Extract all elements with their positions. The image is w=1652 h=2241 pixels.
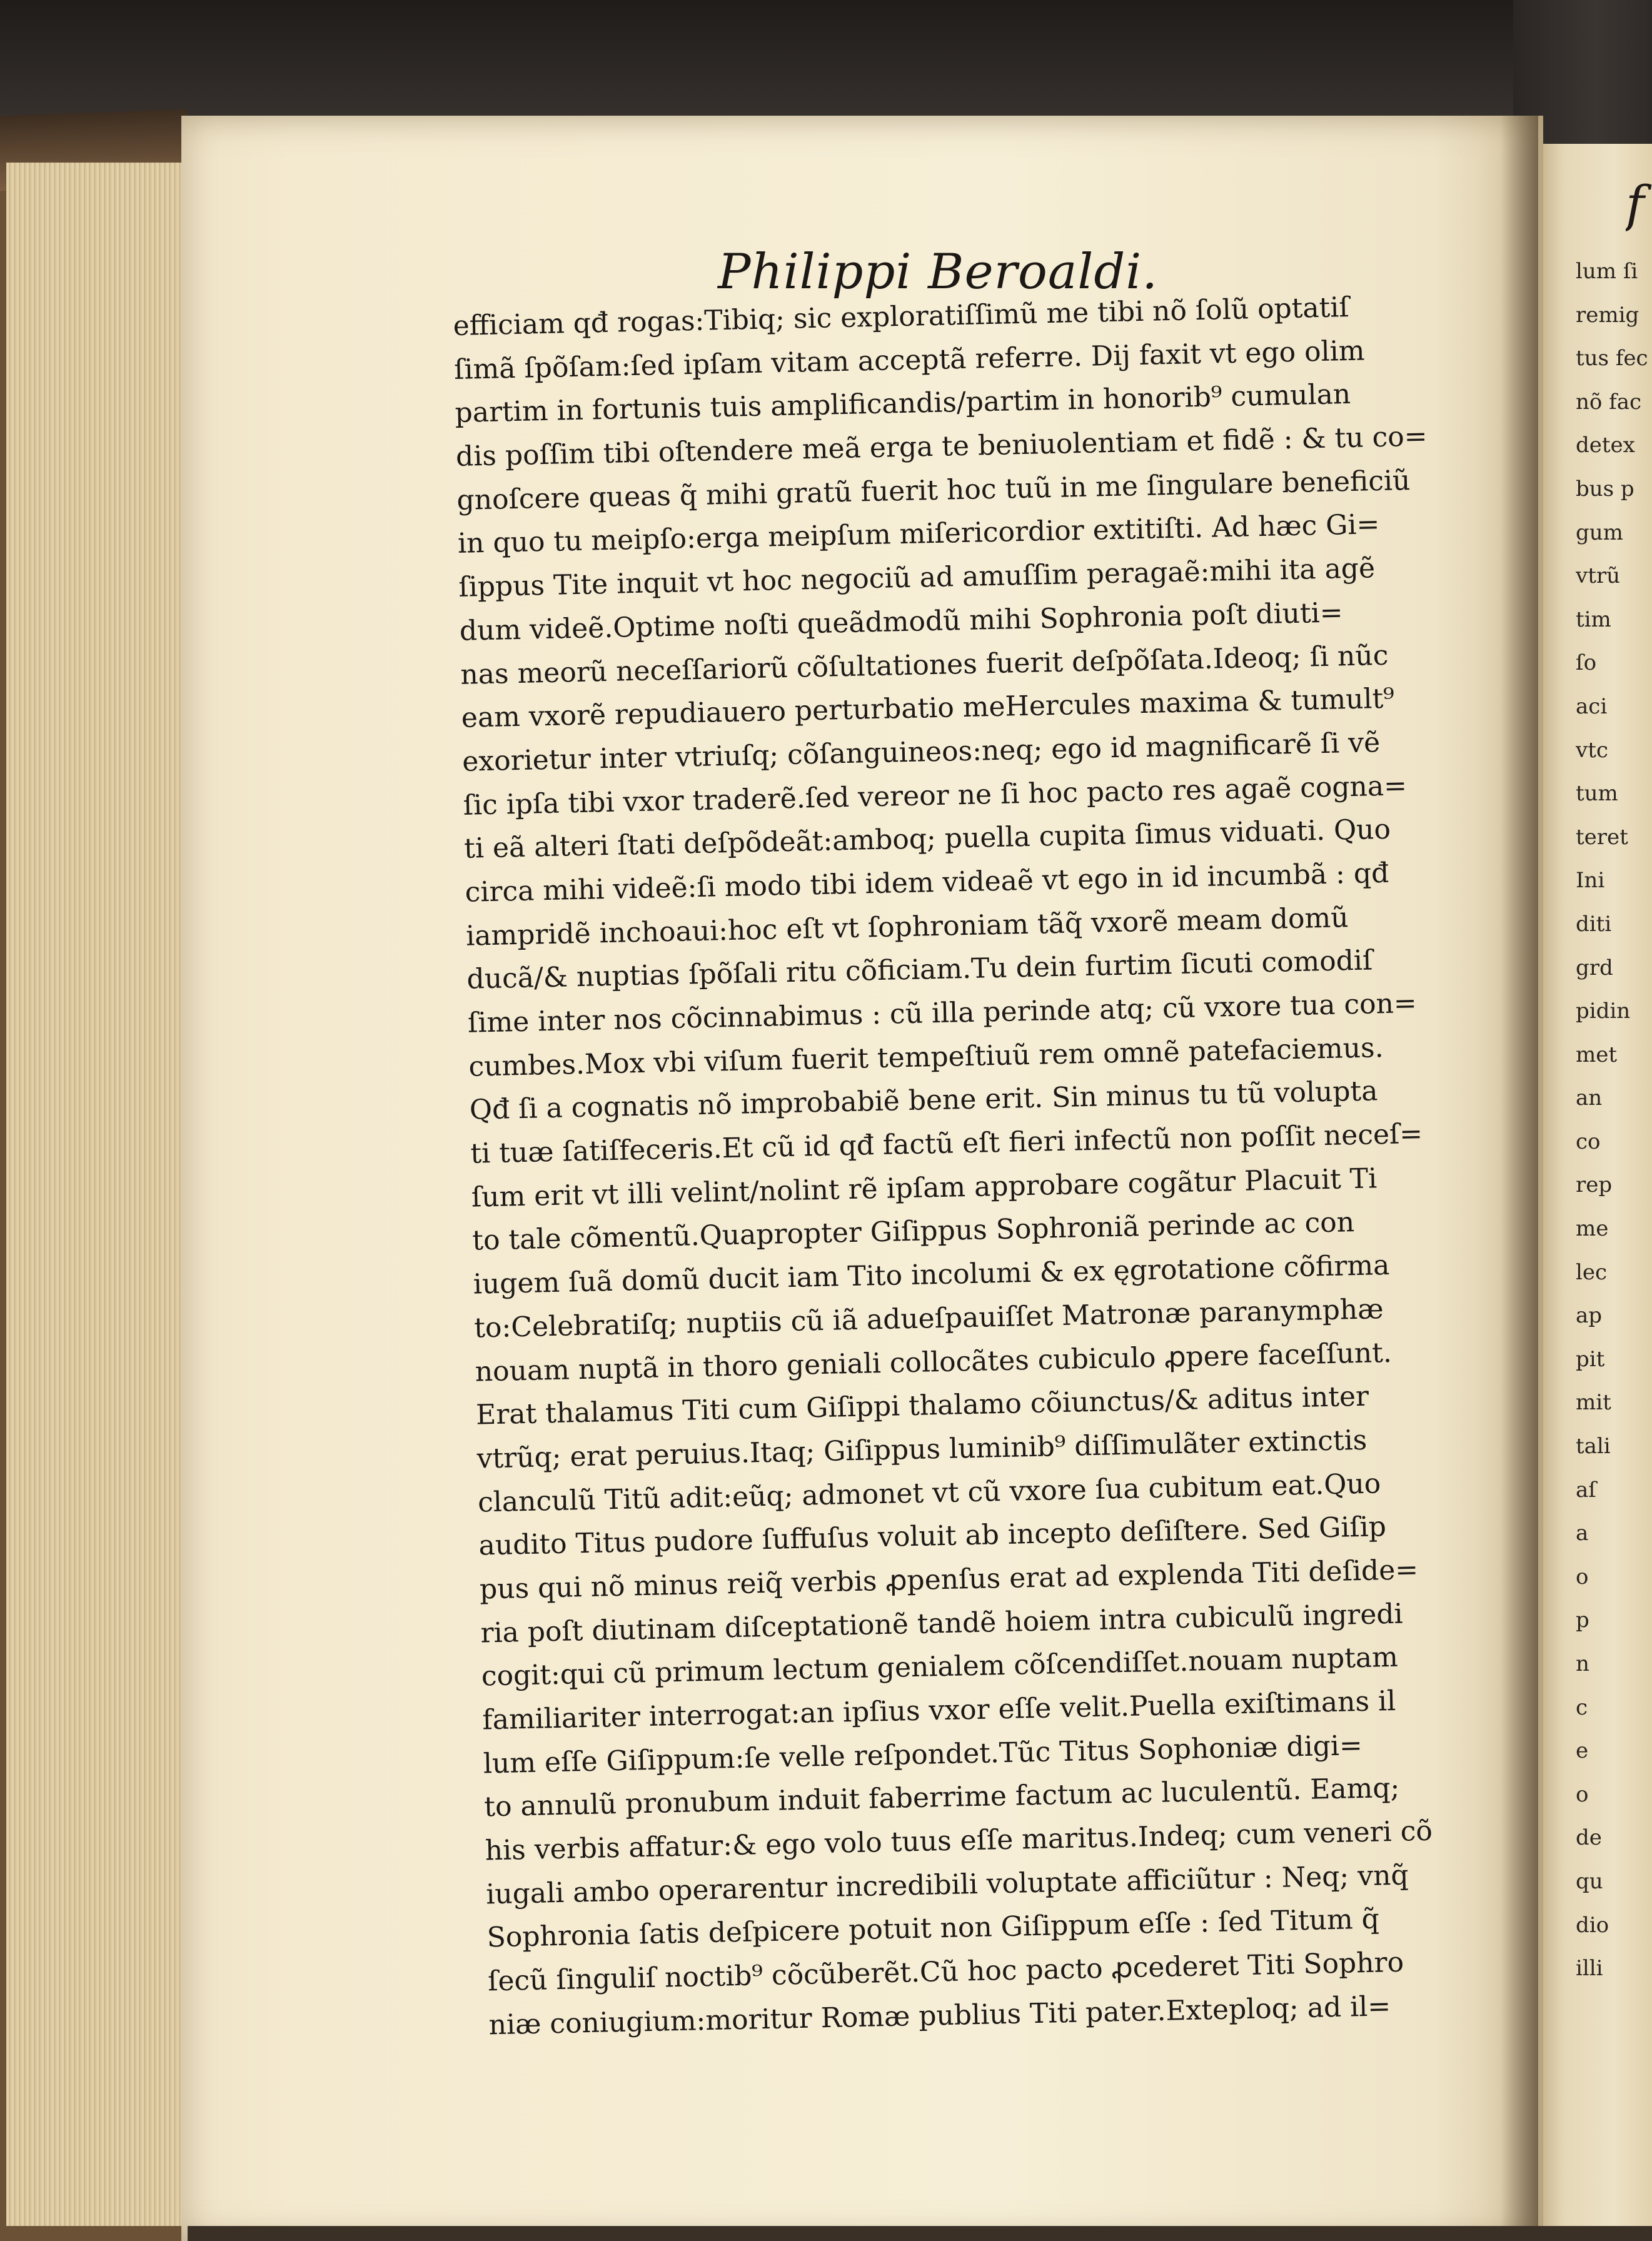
facing-text-fragment: remig (1576, 302, 1639, 328)
facing-text-fragment: aſ (1576, 1477, 1596, 1503)
facing-text-fragment: Ini (1576, 868, 1605, 894)
text-line: ria poſt diutinam diſceptationẽ tandẽ hoiem intra cubiculũ ingredi (480, 1598, 1404, 1649)
gutter-shadow (1501, 116, 1538, 2241)
facing-text-fragment: vtc (1576, 737, 1608, 763)
facing-text-fragment: o (1576, 1564, 1589, 1589)
text-line: his verbis affatur:& ego volo tuus eſſe maritus.Indeq; cum veneri cõ (485, 1815, 1433, 1867)
facing-text-fragment: pit (1576, 1346, 1605, 1372)
text-line: dis poſſim tibi oſtendere meã erga te beniuolentiam et fidẽ : & tu co= (455, 420, 1428, 473)
text-line: partim in fortunis tuis amplificandis/partim in honorib⁹ cumulan (455, 378, 1351, 430)
text-line: niæ coniugium:moritur Romæ publius Titi pater.Exteploq; ad il= (488, 1990, 1391, 2042)
text-line: iugali ambo operarentur incredibili voluptate afficiũtur : Neq; vnq̃ (485, 1859, 1409, 1911)
facing-text-fragment: lec (1576, 1259, 1608, 1285)
facing-text-fragment: pidin (1576, 999, 1631, 1024)
text-line: ti tuæ ſatiſfeceris.Et cũ id qđ factũ eſt fieri infectũ non poſſit neceſ= (470, 1117, 1423, 1170)
facing-text-fragment: teret (1576, 824, 1628, 850)
facing-text-fragment: nõ fac (1576, 389, 1642, 415)
text-line: nouam nuptã in thoro geniali collocãtes cubiculo ꝓpere faceſſunt. (475, 1336, 1393, 1388)
facing-page-text (1576, 250, 1651, 1991)
facing-text-fragment: aci (1576, 693, 1608, 719)
facing-text-fragment: tim (1576, 607, 1611, 632)
facing-text-fragment: detex (1576, 433, 1635, 458)
facing-text-fragment: tali (1576, 1434, 1611, 1459)
text-line: cogit:qui cũ primum lectum genialem cõſcendiſſet.nouam nuptam (481, 1641, 1399, 1693)
text-line: Sophronia ſatis deſpicere potuit non Giſippum eſſe : ſed Titum q̃ (486, 1903, 1380, 1954)
facing-text-fragment: lum ſi (1576, 259, 1638, 284)
facing-text-fragment: gum (1576, 520, 1623, 545)
text-line: pus qui nõ minus reiq̃ verbis ꝓpenſus erat ad explenda Titi deſide= (479, 1554, 1419, 1606)
facing-text-fragment: rep (1576, 1172, 1613, 1198)
text-line: ſimã ſpõſam:ſed ipſam vitam acceptã referre. Dij faxit vt ego olim (453, 335, 1365, 386)
running-head: Philippi Beroaldi. (717, 244, 1158, 300)
text-line: clanculũ Titũ adit:eũq; admonet vt cũ vxore ſua cubitum eat.Quo (477, 1467, 1381, 1519)
facing-text-fragment: co (1576, 1129, 1601, 1154)
text-line: eam vxorẽ repudiauero perturbatio meHercules maxima & tumult⁹ (461, 682, 1395, 735)
facing-text-fragment: bus p (1576, 476, 1634, 501)
facing-text-fragment: p (1576, 1608, 1589, 1633)
text-line: to:Celebratiſq; nuptiis cũ iã adueſpauiſſet Matronæ paranymphæ (473, 1292, 1384, 1344)
text-line: exorietur inter vtriuſq; cõſanguineos:neq; ego id magnificarẽ ſi vẽ (461, 726, 1381, 778)
facing-text-fragment: tus fec (1576, 346, 1648, 371)
facing-text-fragment: grd (1576, 955, 1613, 980)
text-line: circa mihi videẽ:ſi modo tibi idem videaẽ vt ego in id incumbã : qđ (465, 857, 1389, 909)
facing-text-fragment: e (1576, 1738, 1589, 1764)
text-line: Erat thalamus Titi cum Giſippi thalamo cõiunctus/& aditus inter (475, 1380, 1369, 1431)
facing-text-fragment: ſo (1576, 650, 1597, 676)
text-line: ti eã alteri ſtati deſpõdeãt:amboq; puella cupita ſimus viduati. Quo (463, 813, 1391, 865)
text-line: iugem ſuã domũ ducit iam Tito incolumi & ex ęgrotatione cõfirma (473, 1249, 1390, 1301)
text-line: in quo tu meipſo:erga meipſum miſericordior extitiſti. Ad hæc Gi= (457, 508, 1380, 560)
text-line: lum eſſe Giſippum:ſe velle reſpondet.Tũc Titus Sophoniæ digi= (483, 1729, 1363, 1780)
facing-text-fragment: ap (1576, 1303, 1603, 1329)
text-line: gnoſcere queas q̃ mihi gratũ fuerit hoc tuũ in me ſingulare beneficiũ (456, 464, 1411, 516)
page-text-block (453, 283, 1493, 2047)
text-line: iampridẽ inchoaui:hoc eſt vt ſophroniam tãq̃ vxorẽ meam domũ (465, 901, 1349, 952)
facing-text-fragment: c (1576, 1695, 1588, 1720)
facing-page-header: f (1626, 175, 1644, 233)
text-line: audito Titus pudore ſuffuſus voluit ab incepto deſiſtere. Sed Giſip (478, 1511, 1387, 1562)
facing-text-fragment: qu (1576, 1868, 1603, 1894)
text-line: dum videẽ.Optime noſti queãdmodũ mihi Sophronia poſt diuti= (459, 597, 1344, 647)
facing-text-fragment: tum (1576, 781, 1618, 807)
facing-text-fragment: n (1576, 1651, 1589, 1676)
facing-text-fragment: mit (1576, 1390, 1611, 1416)
facing-text-fragment: diti (1576, 911, 1612, 937)
text-line: efficiam qđ rogas:Tibiq; sic exploratiſſimũ me tibi nõ ſolũ optatiſ (453, 291, 1350, 342)
text-line: ſippus Tite inquit vt hoc negociũ ad amuſſim peragaẽ:mihi ita agẽ (458, 552, 1376, 604)
text-line: cumbes.Mox vbi viſum fuerit tempeſtiuũ rem omnẽ patefaciemus. (468, 1031, 1384, 1083)
text-line: familiariter interrogat:an ipſius vxor eſſe velit.Puella exiſtimans il (481, 1685, 1396, 1736)
facing-text-fragment: o (1576, 1781, 1589, 1807)
text-line: ducã/& nuptias ſpõſali ritu cõficiam.Tu dein furtim ſicuti comodiſ (466, 944, 1373, 996)
facing-text-fragment: me (1576, 1216, 1609, 1242)
facing-text-fragment: met (1576, 1042, 1618, 1067)
facing-text-fragment: a (1576, 1521, 1589, 1546)
text-line: to annulũ pronubum induit faberrime factum ac luculentũ. Eamq; (483, 1772, 1400, 1823)
text-line: ſic ipſa tibi vxor traderẽ.ſed vereor ne ſi hoc pacto res agaẽ cogna= (463, 769, 1408, 822)
page-stack-edges (6, 163, 191, 2226)
text-line: ſum erit vt illi velint/nolint rẽ ipſam approbare cogãtur Placuit Ti (471, 1162, 1378, 1214)
facing-text-fragment: an (1576, 1085, 1603, 1111)
text-line: Qđ ſi a cognatis nõ improbabiẽ bene erit. Sin minus tu tũ volupta (469, 1075, 1378, 1127)
text-line: vtrũq; erat peruius.Itaq; Giſippus luminib⁹ diſſimulãter extinctis (476, 1424, 1367, 1475)
facing-text-fragment: illi (1576, 1956, 1603, 1982)
text-line: ſecũ ſinguliſ noctib⁹ cõcũberẽt.Cũ hoc pacto ꝓcederet Titi Sophro (487, 1946, 1404, 1998)
facing-text-fragment: de (1576, 1825, 1602, 1851)
text-line: to tale cõmentũ.Quapropter Giſippus Sophroniã perinde ac con (471, 1206, 1355, 1257)
facing-text-fragment: dio (1576, 1912, 1609, 1938)
bottom-edge (188, 2226, 1652, 2241)
facing-text-fragment: vtrũ (1576, 563, 1621, 589)
text-line: ſime inter nos cõcinnabimus : cũ illa perinde atq; cũ vxore tua con= (467, 987, 1418, 1039)
text-line: nas meorũ neceſſariorũ cõſultationes fuerit deſpõſata.Ideoq; ſi nũc (460, 639, 1389, 691)
